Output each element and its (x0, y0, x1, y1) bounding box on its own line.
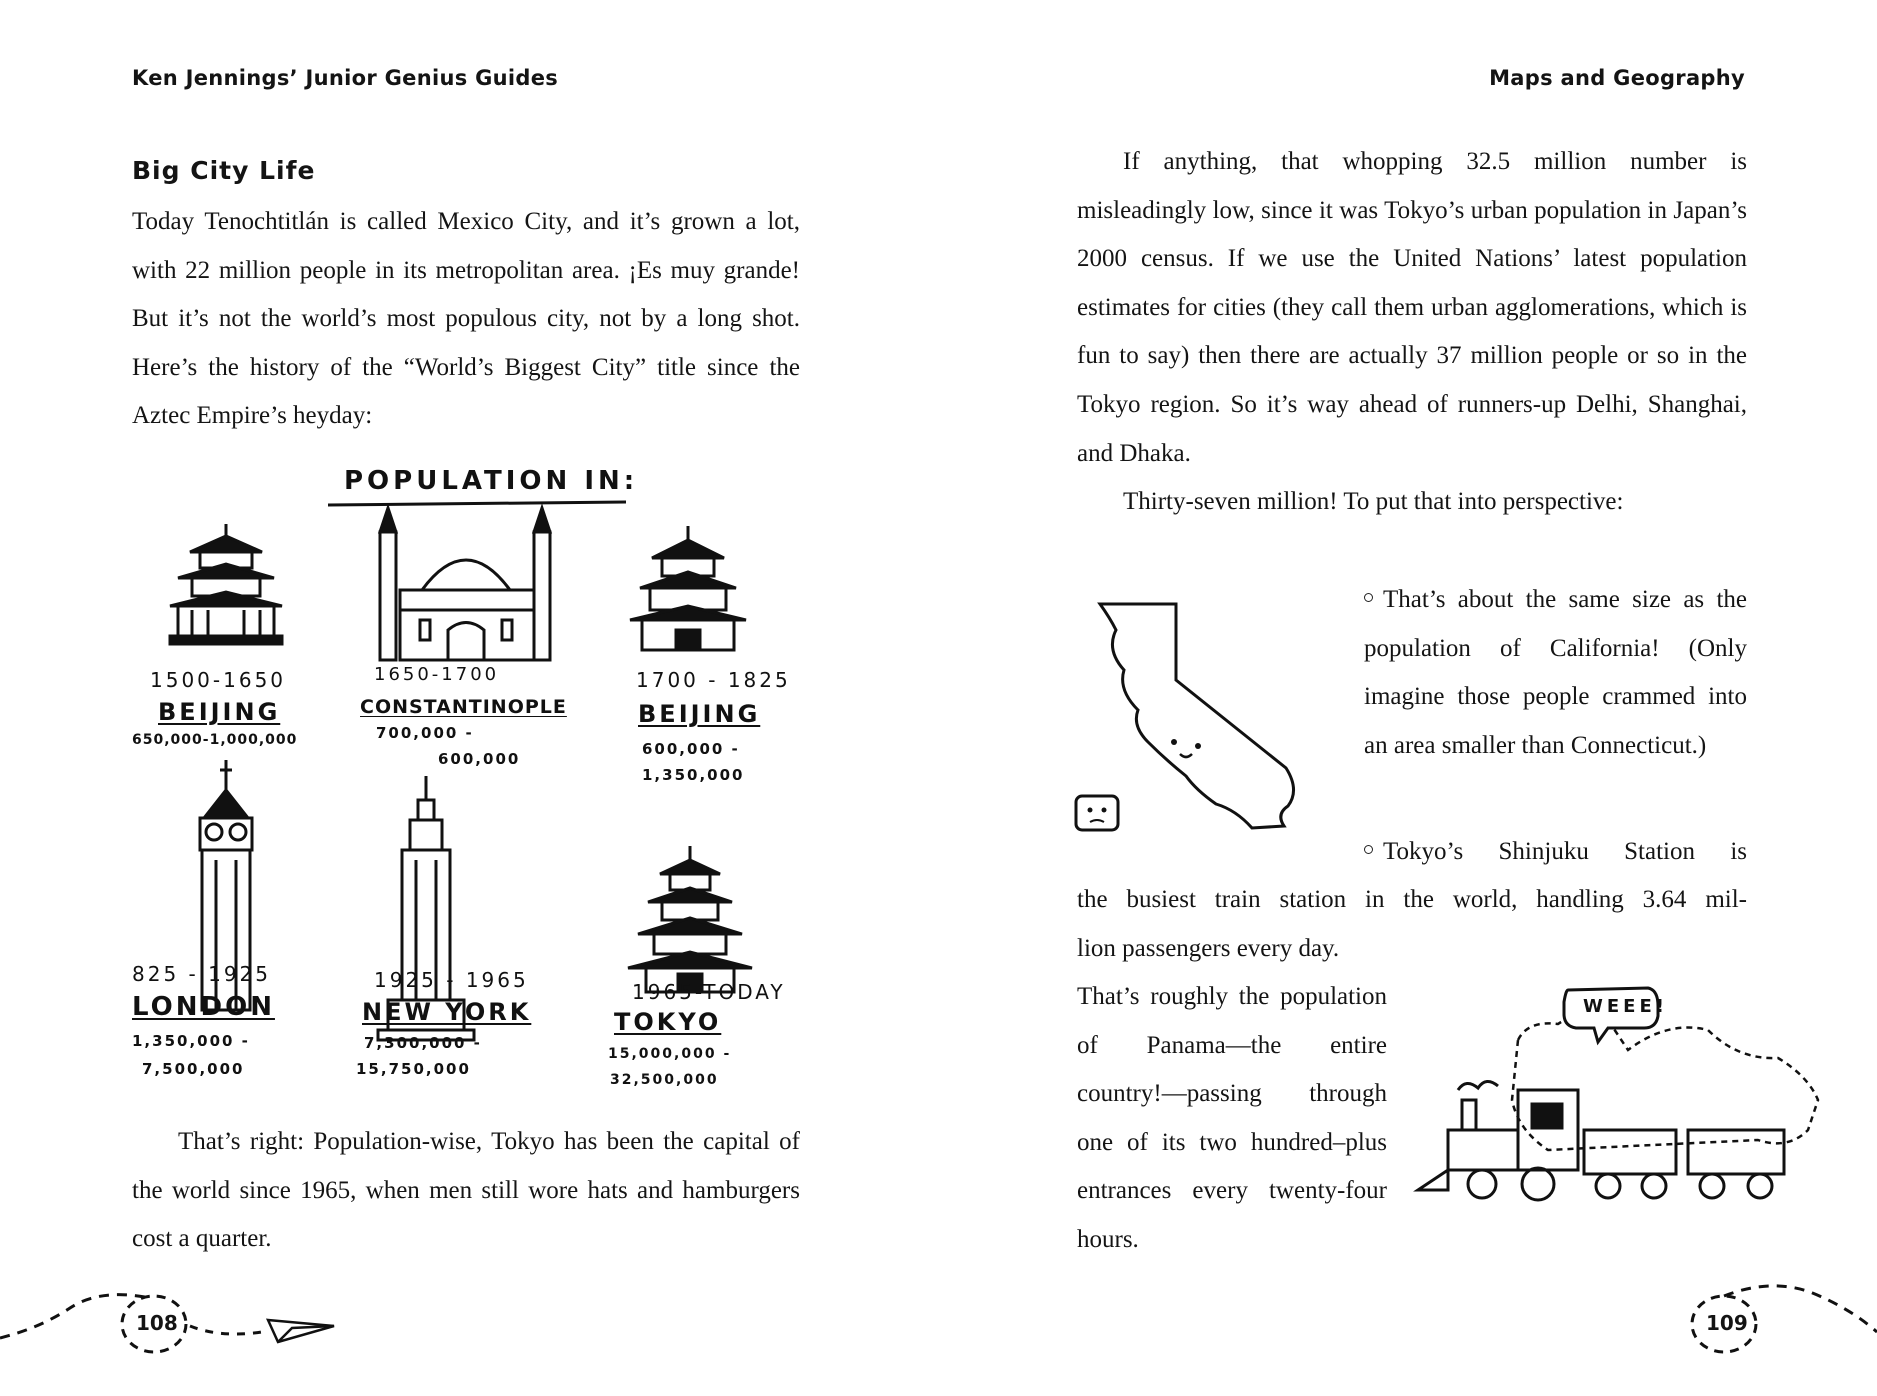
bullet-2-line3-block (1077, 925, 1407, 974)
city-3-pop-start: 600,000 - (642, 740, 740, 758)
california-map-illustration (1066, 600, 1306, 840)
bullet-2-rest: That’s roughly the population of Panama—the entire country!—passing through one of its two hundred–plus entrances every twenty-four hours. (1077, 983, 1387, 1253)
city-2-years: 1650-1700 (374, 664, 500, 685)
temple-icon (170, 524, 282, 644)
bullet-2-line2: the busiest train station in the world, handling 3.64 mil- (1077, 886, 1747, 913)
city-2-pop-end: 600,000 (438, 750, 521, 768)
right-p1-block (1077, 138, 1747, 527)
city-6-pop-end: 32,500,000 (610, 1072, 719, 1088)
population-figure (130, 460, 810, 1100)
bullet-2-line3: lion passengers every day. (1077, 935, 1340, 962)
nevada-face-icon (1076, 796, 1118, 830)
left-page-number: 108 (136, 1311, 178, 1335)
city-4-name: LONDON (132, 992, 275, 1022)
bullet-2-lead: Tokyo’s Shinjuku Station is (1383, 838, 1747, 865)
section-title: Big City Life (132, 156, 316, 185)
temple-icon (630, 526, 746, 650)
city-3-pop-end: 1,350,000 (642, 766, 745, 784)
right-paragraph-2: Thirty-seven million! To put that into perspective: (1123, 488, 1624, 516)
bullet-marker (1364, 593, 1373, 602)
mosque-icon (380, 508, 550, 660)
figure-heading: POPULATION IN: (344, 466, 639, 496)
city-5-name: NEW YORK (362, 998, 532, 1026)
running-head-left: Ken Jennings’ Junior Genius Guides (132, 66, 559, 90)
left-intro-paragraph: Today Tenochtitlán is called Mexico City, and it’s grown a lot, with 22 million people in its metropolitan area. ¡Es muy grande! But it’s not the world’s most populous city, not by a long shot. Here’s the history of the “World’s Biggest City” title since the Aztec Empire’s heyday: (132, 208, 800, 430)
city-1-name: BEIJING (158, 698, 281, 726)
bullet-2-line2-block (1077, 876, 1747, 925)
running-head-right: Maps and Geography (1489, 66, 1745, 90)
right-footer-dashes (1640, 1268, 1877, 1368)
right-page-number: 109 (1706, 1311, 1748, 1335)
speech-bubble-text: WEEE! (1583, 996, 1668, 1017)
left-closing-block (132, 1118, 800, 1264)
city-2-name: CONSTANTINOPLE (360, 696, 567, 718)
city-5-years: 1925 - 1965 (374, 968, 529, 992)
city-4-years: 825 - 1925 (132, 962, 272, 986)
city-6-pop-start: 15,000,000 - (608, 1046, 732, 1062)
city-2-pop-start: 700,000 - (376, 724, 474, 742)
paper-plane-icon (268, 1320, 334, 1342)
bullet-marker (1364, 845, 1373, 854)
city-4-pop-start: 1,350,000 - (132, 1032, 250, 1050)
locomotive-icon (1418, 1081, 1784, 1200)
city-6-years: 1965-TODAY (632, 980, 786, 1004)
bullet-1-text: That’s about the same size as the population of California! (Only imagine those people crammed into an area smaller than Connecticut.) (1364, 586, 1747, 759)
city-1-pop: 650,000-1,000,000 (132, 732, 298, 748)
city-1-years: 1500-1650 (150, 668, 287, 692)
right-paragraph-1: If anything, that whopping 32.5 million number is misleadingly low, since it was Tokyo’s urban population in Japan’s 2000 census. If we use the United Nations’ latest population estimates for cities (they call them urban agglomerations, which is fun to say) then there are actually 37 million people or so in the Tokyo region. So it’s way ahead of runners-up Delhi, Shanghai, and Dhaka. (1077, 148, 1747, 467)
bullet-2-rest-block (1077, 973, 1387, 1265)
bullet-2-lead-block (1364, 828, 1747, 877)
left-footer-dashes (0, 1268, 360, 1368)
left-intro-block (132, 198, 800, 441)
city-4-pop-end: 7,500,000 (142, 1060, 245, 1078)
city-5-pop-start: 7,300,000 - (364, 1034, 482, 1052)
left-closing-paragraph: That’s right: Population-wise, Tokyo has been the capital of the world since 1965, when men still wore hats and hamburgers cost a quarter. (132, 1128, 800, 1253)
city-6-name: TOKYO (614, 1008, 722, 1036)
city-5-pop-end: 15,750,000 (356, 1060, 471, 1078)
city-3-name: BEIJING (638, 700, 761, 728)
bullet-1-block (1364, 576, 1747, 770)
pagoda-icon (628, 846, 752, 992)
city-3-years: 1700 - 1825 (636, 668, 791, 692)
